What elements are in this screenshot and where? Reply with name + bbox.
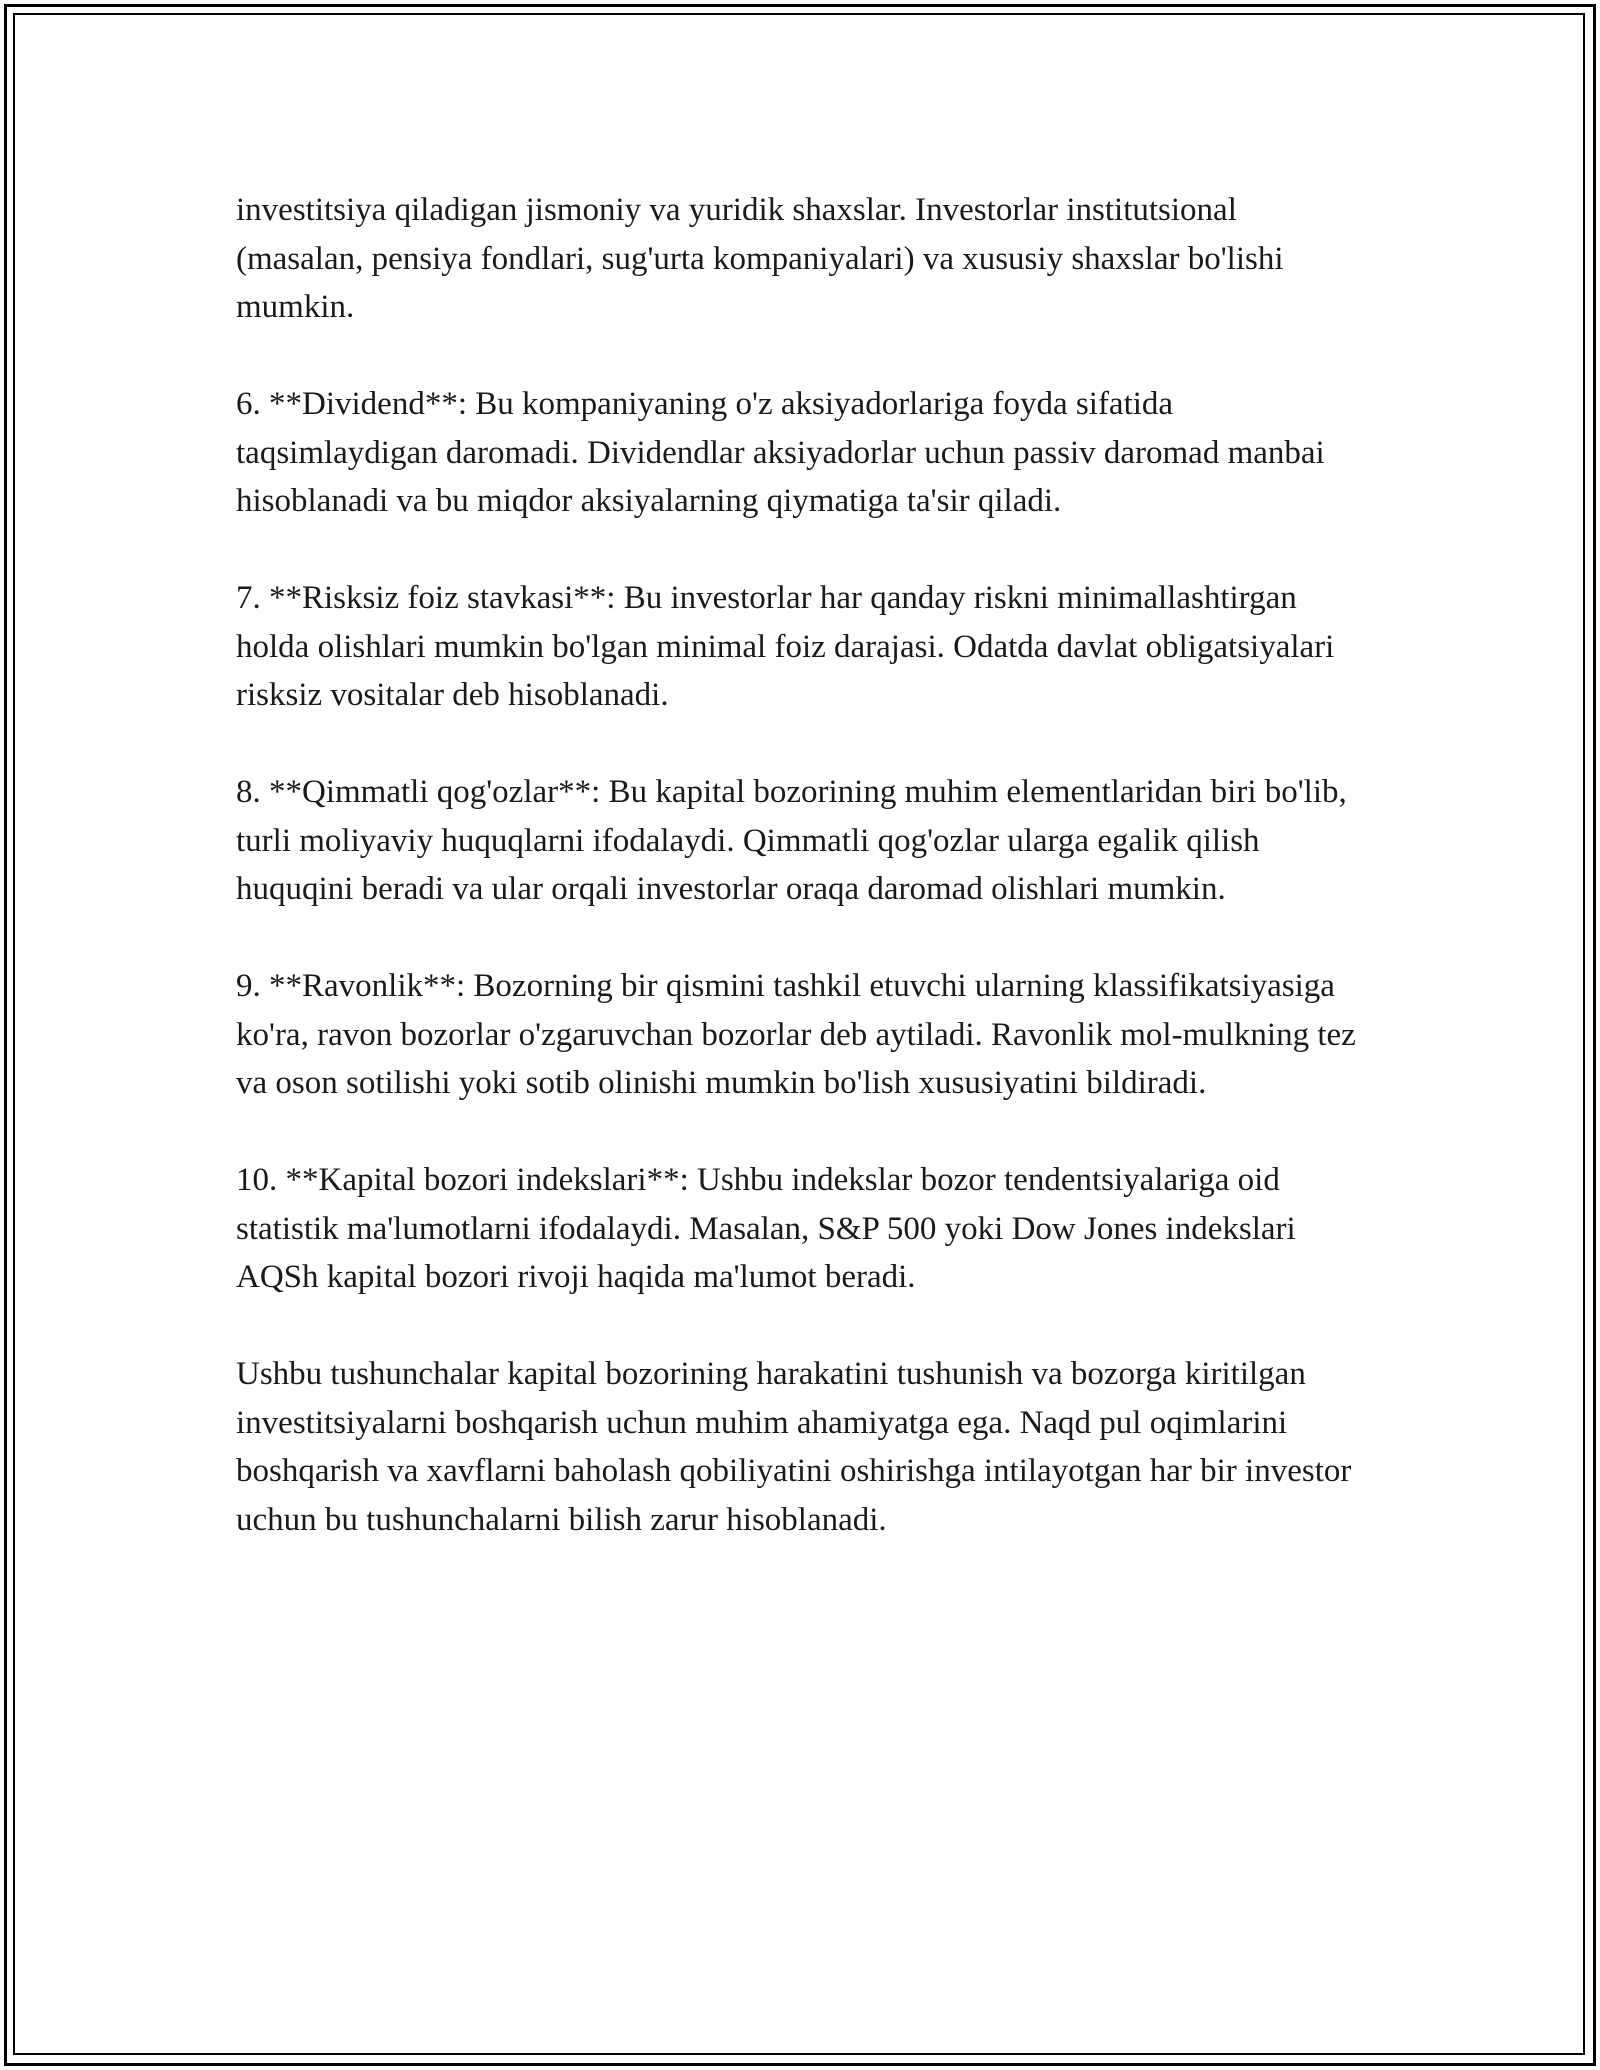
- paragraph-market-indices: 10. **Kapital bozori indekslari**: Ushbu indekslar bozor tendentsiyalariga oid statistik ma'lumotlarni ifodalaydi. Masalan, S&P 500 yoki Dow Jones indekslari AQSh kapital bozori rivoji haqida ma'lumot beradi.: [236, 1162, 1296, 1295]
- paragraph-liquidity: 9. **Ravonlik**: Bozorning bir qismini tashkil etuvchi ularning klassifikatsiyasiga ko'ra, ravon bozorlar o'zgaruvchan bozorlar deb aytiladi. Ravonlik mol-mulkning tez va oson sotilishi yoki sotib olinishi mumkin bo'lish xususiyatini bildiradi.: [236, 968, 1356, 1101]
- paragraph-dividend: 6. **Dividend**: Bu kompaniyaning o'z aksiyadorlariga foyda sifatida taqsimlaydigan daromadi. Dividendlar aksiyadorlar uchun passiv daromad manbai hisoblanadi va bu miqdor aksiyalarning qiymatiga ta'sir qiladi.: [236, 386, 1325, 519]
- document-body: [236, 186, 1366, 1593]
- paragraph-investors-continued: investitsiya qiladigan jismoniy va yuridik shaxslar. Investorlar institutsional (masalan, pensiya fondlari, sug'urta kompaniyalari) va xususiy shaxslar bo'lishi mumkin.: [236, 192, 1284, 325]
- paragraph-securities: 8. **Qimmatli qog'ozlar**: Bu kapital bozorining muhim elementlaridan biri bo'lib, turli moliyaviy huquqlarni ifodalaydi. Qimmatli qog'ozlar ularga egalik qilish huquqini beradi va ular orqali investorlar oraqa daromad olishlari mumkin.: [236, 774, 1347, 907]
- paragraph-conclusion: Ushbu tushunchalar kapital bozorining harakatini tushunish va bozorga kiritilgan investitsiyalarni boshqarish uchun muhim ahamiyatga ega. Naqd pul oqimlarini boshqarish va xavflarni baholash qobiliyatini oshirishga intilayotgan har bir investor uchun bu tushunchalarni bilish zarur hisoblanadi.: [236, 1356, 1352, 1538]
- paragraph-risk-free-rate: 7. **Risksiz foiz stavkasi**: Bu investorlar har qanday riskni minimallashtirgan holda olishlari mumkin bo'lgan minimal foiz darajasi. Odatda davlat obligatsiyalari risksiz vositalar deb hisoblanadi.: [236, 580, 1335, 713]
